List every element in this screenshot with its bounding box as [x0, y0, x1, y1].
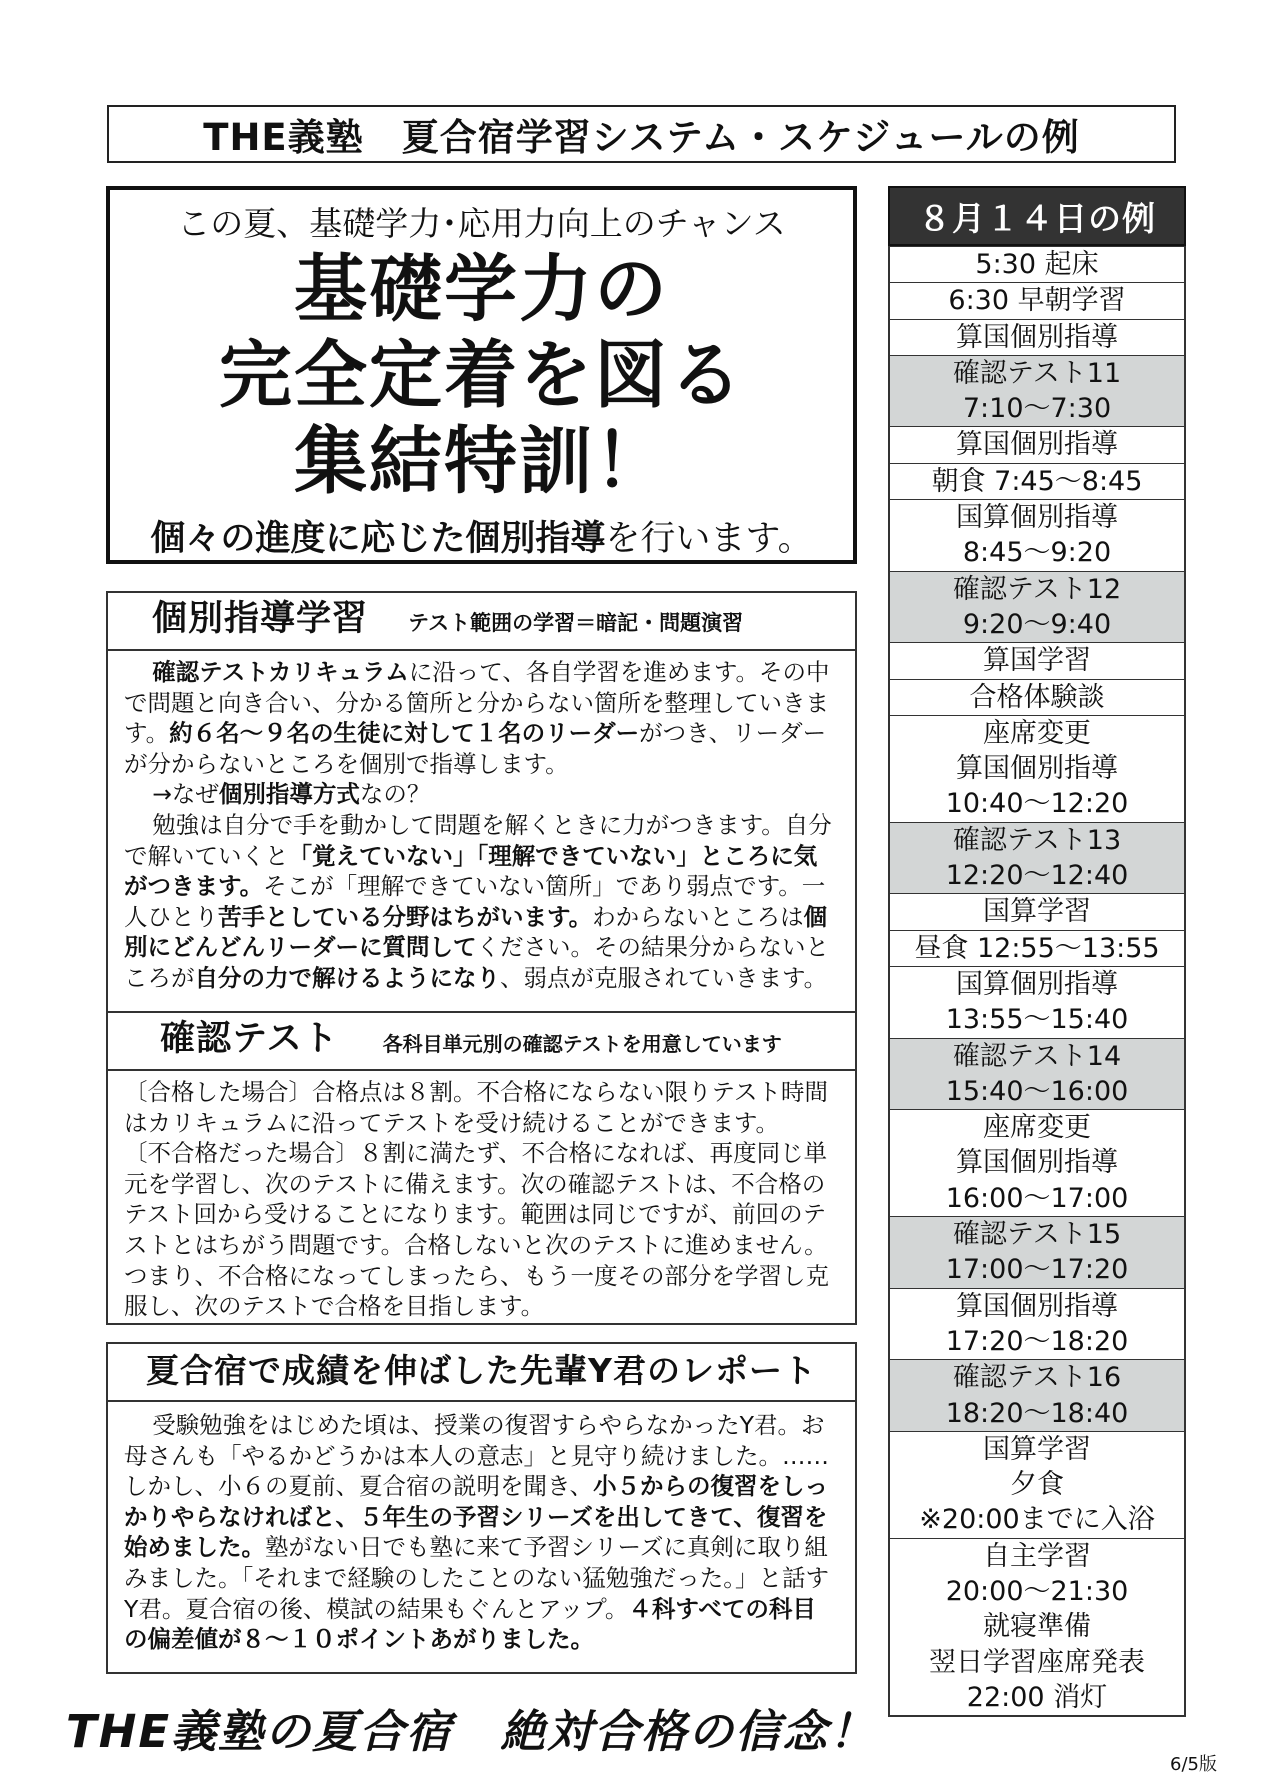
section-body — [108, 1402, 855, 1655]
schedule-entry: 算国個別指導 — [956, 429, 1118, 461]
body-text: わからないところは — [592, 902, 804, 931]
schedule-entry: ※20:00までに入浴 — [919, 1504, 1155, 1536]
schedule-entry: 8:45～9:20 — [962, 537, 1112, 569]
schedule-entry: 座席変更 — [983, 717, 1091, 749]
schedule-row — [890, 1538, 1184, 1715]
hero-headline-line1: 基礎学力の — [294, 247, 669, 332]
schedule-entry: 22:00 消灯 — [966, 1681, 1108, 1713]
schedule-entry: 算国学習 — [983, 645, 1091, 677]
schedule-entry: 18:20～18:40 — [945, 1397, 1129, 1429]
paragraph — [124, 779, 835, 810]
schedule-entry: 翌日学習座席発表 — [929, 1646, 1145, 1678]
schedule-row — [890, 319, 1184, 355]
version-label: 6/5版 — [1170, 1754, 1217, 1775]
body-text: に沿って、各自学習を進めます。その中で問題と向き合い、分かる箇所と分からない箇所を整理していきます。 — [124, 658, 830, 748]
body-text: 、弱点が克服されていきます。 — [500, 963, 828, 992]
hero-headline-line2: 完全定着を図る — [219, 333, 744, 418]
schedule-row — [890, 642, 1184, 678]
body-text: ください。その結果分からないところが — [124, 933, 829, 992]
section-body — [108, 651, 855, 994]
schedule-entry: 6:30 早朝学習 — [948, 285, 1126, 317]
schedule-entry: 国算学習 — [983, 896, 1091, 928]
schedule-entry: 13:55～15:40 — [945, 1004, 1129, 1036]
schedule-row-test — [890, 1359, 1184, 1431]
hero-subtitle: この夏、基礎学力･応用力向上のチャンス — [177, 204, 786, 243]
section-header — [108, 1013, 855, 1071]
body-text: 塾がない日でも塾に来て予習シリーズに真剣に取り組みました。「それまで経験のしたことのない猛勉強だった。」と話すY君。夏合宿の後、模試の結果もぐんとアップ。 — [124, 1533, 829, 1623]
emphasis-text: 小５からの復習をしっかりやらなければと、５年生の予習シリーズを出してきて、復習を始めました。 — [124, 1472, 829, 1562]
schedule-entry: 確認テスト12 — [952, 573, 1122, 605]
schedule-row-test — [890, 822, 1184, 894]
schedule-entry: 国算個別指導 — [956, 502, 1118, 534]
schedule-entry: 17:00～17:20 — [945, 1254, 1129, 1286]
schedule-entry: 確認テスト13 — [952, 824, 1122, 856]
body-text: がつき、リーダーが分からないところを個別で指導します。 — [124, 719, 827, 778]
schedule-entry: 就寝準備 — [983, 1611, 1091, 1643]
schedule-row — [890, 426, 1184, 462]
schedule-heading: ８月１４日の例 — [888, 186, 1186, 246]
schedule-row-test — [890, 1038, 1184, 1110]
emphasis-text: 個別にどんどんリーダーに質問して — [124, 902, 828, 962]
schedule-row — [890, 246, 1184, 282]
schedule-entry: 国算個別指導 — [956, 968, 1118, 1000]
page-title: THE義塾 夏合宿学習システム・スケジュールの例 — [107, 105, 1176, 163]
hero-tagline — [110, 511, 853, 561]
emphasis-text: 確認テストカリキュラム — [152, 658, 409, 686]
schedule-row — [890, 893, 1184, 929]
hero-headline-line3: 集結特訓！ — [294, 419, 669, 504]
schedule-entry: 10:40～12:20 — [945, 788, 1129, 820]
schedule-row — [890, 930, 1184, 966]
schedule-entry: 算国個別指導 — [956, 1147, 1118, 1179]
individual-study-section — [106, 591, 857, 1013]
paragraph — [124, 1410, 835, 1655]
schedule-row — [890, 966, 1184, 1038]
section-subheading: 各科目単元別の確認テストを用意しています — [382, 1032, 782, 1056]
schedule-entry: 15:40～16:00 — [945, 1075, 1129, 1107]
schedule-row — [890, 282, 1184, 318]
schedule-entry: 算国個別指導 — [956, 321, 1118, 353]
schedule-entry: 昼食 12:55～13:55 — [914, 932, 1160, 964]
schedule-entry: 合格体験談 — [969, 681, 1105, 713]
emphasis-text: 個別指導方式 — [218, 780, 360, 809]
schedule-entry: 20:00～21:30 — [945, 1575, 1129, 1607]
hero-tagline-rest: を行います。 — [605, 519, 813, 559]
paragraph: 〔合格した場合〕合格点は８割。不合格にならない限りテスト時間はカリキュラムに沿ってテストを受け続けることができます。 — [124, 1078, 829, 1137]
schedule-entry: 確認テスト16 — [952, 1362, 1122, 1394]
hero-tagline-bold: 個々の進度に応じた個別指導 — [150, 519, 606, 559]
schedule-entry: 確認テスト11 — [952, 357, 1122, 389]
student-report-section — [106, 1342, 857, 1674]
body-text: そこが「理解できていない箇所」であり弱点です。一人ひとり — [124, 872, 826, 931]
section-heading: 夏合宿で成績を伸ばした先輩Y君のレポート — [146, 1351, 817, 1390]
section-heading: 確認テスト — [160, 1019, 339, 1059]
check-test-section — [106, 1011, 857, 1325]
schedule-row — [890, 1288, 1184, 1360]
body-text: 受験勉強をはじめた頃は、授業の復習すらやらなかったY君。お母さんも「やるかどうかは本人の意志」と見守り続けました。……しかし、小６の夏前、夏合宿の説明を聞き、 — [124, 1411, 829, 1501]
schedule-entry: 5:30 起床 — [975, 249, 1099, 280]
section-heading: 個別指導学習 — [152, 599, 369, 639]
schedule-row — [890, 1109, 1184, 1216]
section-header — [108, 593, 855, 651]
schedule-entry: 12:20～12:40 — [945, 860, 1129, 892]
schedule-entry: 国算学習 — [983, 1433, 1091, 1465]
schedule-entry: 7:10～7:30 — [962, 393, 1112, 425]
schedule-entry: 座席変更 — [983, 1112, 1091, 1144]
paragraph — [124, 810, 835, 994]
schedule-row — [890, 679, 1184, 715]
emphasis-text: 約６名～９名の生徒に対して１名のリーダー — [169, 719, 640, 748]
section-subheading: テスト範囲の学習＝暗記・問題演習 — [408, 611, 744, 635]
body-text: 勉強は自分で手を動かして問題を解くときに力がつきます。自分で解いていくと — [124, 810, 832, 870]
body-text: →なぜ — [152, 780, 219, 809]
paragraph: 〔不合格だった場合〕８割に満たず、不合格になれば、再度同じ単元を学習し、次のテストに備えます。次の確認テストは、不合格のテスト回から受けることになります。範囲は同じですが、前回のテストとはちがう問題です。合格しないと次のテストに進めません。つまり、不合格になってしまったら、もう一度その部分を学習し克服し、次のテストで合格を目指します。 — [124, 1139, 829, 1321]
schedule-row-test — [890, 355, 1184, 427]
emphasis-text: 自分の力で解けるようになり — [194, 963, 500, 992]
section-body — [108, 1071, 855, 1322]
schedule-rows — [888, 246, 1186, 1717]
schedule-entry: 16:00～17:00 — [945, 1182, 1129, 1214]
schedule-row — [890, 463, 1184, 499]
schedule-row — [890, 1431, 1184, 1538]
hero-box — [106, 186, 857, 564]
schedule-entry: 朝食 7:45～8:45 — [931, 465, 1143, 497]
schedule-row — [890, 499, 1184, 571]
section-header — [108, 1344, 855, 1402]
schedule-row-test — [890, 1216, 1184, 1288]
schedule-entry: 算国個別指導 — [956, 1290, 1118, 1322]
schedule-row-test — [890, 571, 1184, 643]
body-text: なの？ — [359, 780, 431, 809]
schedule-entry: 確認テスト14 — [952, 1040, 1122, 1072]
schedule-entry: 9:20～9:40 — [962, 608, 1112, 640]
schedule-table — [888, 186, 1186, 1717]
schedule-entry: 確認テスト15 — [952, 1219, 1122, 1251]
paragraph — [124, 657, 835, 779]
footer-slogan: THE義塾の夏合宿 絶対合格の信念！ — [66, 1705, 877, 1758]
schedule-entry: 17:20～18:20 — [945, 1325, 1129, 1357]
schedule-entry: 夕食 — [1010, 1469, 1064, 1501]
schedule-entry: 算国個別指導 — [956, 753, 1118, 785]
emphasis-text: 苦手としている分野はちがいます。 — [218, 902, 593, 931]
emphasis-text: ４科すべての科目の偏差値が８～１０ポイントあがりました。 — [124, 1594, 816, 1654]
schedule-entry: 自主学習 — [983, 1540, 1091, 1572]
emphasis-text: 「覚えていない」「理解できていない」ところに気がつきます。 — [124, 841, 818, 901]
schedule-row — [890, 715, 1184, 822]
